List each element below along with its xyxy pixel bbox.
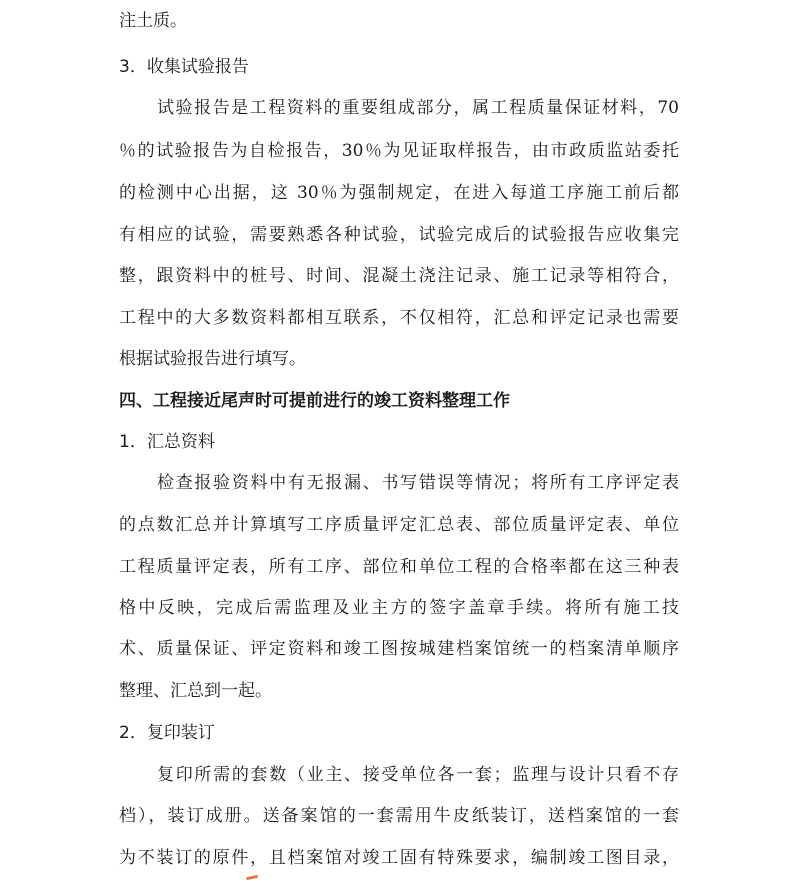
paragraph-line: ％的试验报告为自检报告，30％为见证取样报告，由市政质监站委托 [119, 141, 679, 161]
paragraph-line: 格中反映，完成后需监理及业主方的签字盖章手续。将所有施工技 [119, 598, 679, 618]
paragraph-line: 工程中的大多数资料都相互联系，不仅相符，汇总和评定记录也需要 [119, 308, 679, 328]
paragraph-line: 根据试验报告进行填写。 [119, 349, 306, 369]
subheading-copy-binding: 2．复印装订 [119, 723, 215, 743]
paragraph-line: 整，跟资料中的桩号、时间、混凝土浇注记录、施工记录等相符合， [119, 266, 679, 286]
paragraph-line: 为不装订的原件，且档案馆对竣工固有特殊要求，编制竣工图目录， [119, 848, 679, 868]
paragraph-line: 注土质。 [119, 11, 187, 31]
paragraph-line: 的点数汇总并计算填写工序质量评定汇总表、部位质量评定表、单位 [119, 515, 679, 535]
subheading-collect-reports: 3．收集试验报告 [119, 57, 249, 77]
paragraph-line: 术、质量保证、评定资料和竣工图按城建档案馆统一的档案清单顺序 [119, 639, 679, 659]
subheading-summary: 1．汇总资料 [119, 432, 215, 452]
paragraph-line: 档），装订成册。送备案馆的一套需用牛皮纸装订，送档案馆的一套 [119, 806, 679, 826]
paragraph-line: 试验报告是工程资料的重要组成部分，属工程质量保证材料，70 [157, 98, 679, 118]
paragraph-line: 工程质量评定表，所有工序、部位和单位工程的合格率都在这三种表 [119, 557, 679, 577]
section-heading: 四、工程接近尾声时可提前进行的竣工资料整理工作 [119, 391, 510, 411]
paragraph-line: 整理、汇总到一起。 [119, 681, 272, 701]
edge-mark [246, 875, 258, 880]
paragraph-line: 复印所需的套数（业主、接受单位各一套；监理与设计只看不存 [157, 765, 679, 785]
paragraph-line: 有相应的试验，需要熟悉各种试验，试验完成后的试验报告应收集完 [119, 225, 679, 245]
paragraph-line: 检查报验资料中有无报漏、书写错误等情况；将所有工序评定表 [157, 473, 679, 493]
paragraph-line: 的检测中心出据，这 30％为强制规定，在进入每道工序施工前后都 [119, 183, 679, 203]
